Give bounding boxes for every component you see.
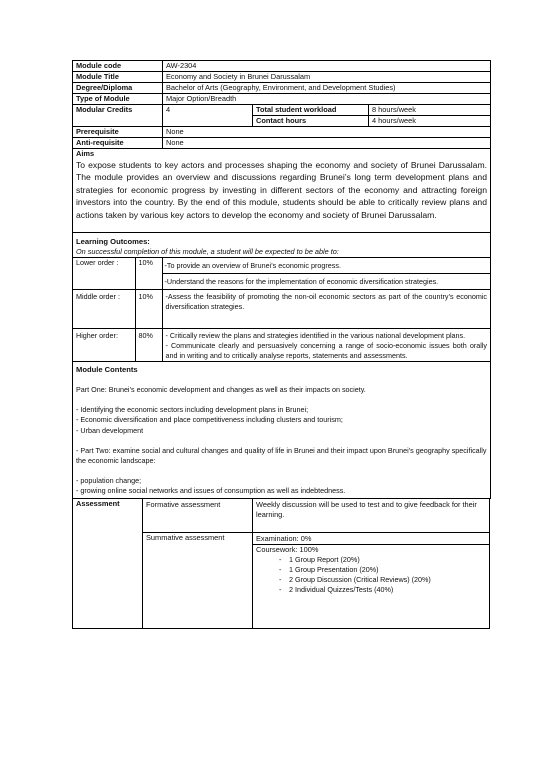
row-learning-outcomes <box>73 233 491 362</box>
module-code-label: Module code <box>73 61 163 72</box>
row-module-code <box>73 61 491 72</box>
lo-row-lower <box>73 258 490 290</box>
part-one-item-1: - Identifying the economic sectors including development plans in Brunei; <box>76 405 309 415</box>
aims-text: To expose students to key actors and processes shaping the economy and society of Brunei Darussalam. The module provides an overview and discussions regarding Brunei’s long term development plans and strategies for economic progress by investing in different sectors of the economy and attracting foreign investors into the country. By the end of this module, students should be able to critically review plans and actions taken by various key actors to develop the economy and society of Brunei Darussalam. <box>76 160 487 220</box>
lo-higher-pct: 80% <box>135 329 162 362</box>
lo-higher-item-2: - Communicate clearly and persuasively concerning a range of socio-economic issues both orally and in writing and to critically analyse reports, statements and assessments. <box>165 341 487 361</box>
lo-lower-item-2: -Understand the reasons for the implementation of economic diversification strategies. <box>164 277 439 287</box>
lo-higher-items <box>162 329 490 362</box>
row-module-title <box>73 72 491 83</box>
degree-value: Bachelor of Arts (Geography, Environment, and Development Studies) <box>163 83 491 94</box>
lo-row-middle <box>73 290 490 329</box>
exam-weight: Examination: 0% <box>253 533 489 545</box>
part-two-item-1: - population change; <box>76 476 142 486</box>
module-contents-section <box>73 362 491 499</box>
part-two-item-2: - growing online social networks and issues of consumption as well as indebtedness. <box>76 486 346 496</box>
lo-row-higher <box>73 329 490 362</box>
coursework-list <box>253 555 489 596</box>
row-prerequisite <box>73 127 491 138</box>
workload-value: 8 hours/week <box>369 105 491 116</box>
aims-section <box>73 149 491 233</box>
module-title-label: Module Title <box>73 72 163 83</box>
summative-label: Summative assessment <box>143 532 253 628</box>
learning-outcomes-table <box>73 257 490 361</box>
learning-outcomes-heading: Learning Outcomes: <box>76 237 150 247</box>
module-code-value: AW-2304 <box>163 61 491 72</box>
lo-lower-pct: 10% <box>135 258 162 290</box>
lo-higher-item-1: - Critically review the plans and strategies identified in the various national development plans. <box>165 331 466 341</box>
coursework-item: - 1 Group Presentation (20%) <box>289 565 489 575</box>
module-document <box>72 60 490 629</box>
credits-label: Modular Credits <box>73 105 163 127</box>
assessment-label: Assessment <box>73 499 143 629</box>
learning-outcomes-section <box>73 233 491 362</box>
contact-hours-label: Contact hours <box>253 116 369 127</box>
lo-middle-order: Middle order : <box>73 290 135 329</box>
lo-middle-item-1: -Assess the feasibility of promoting the non-oil economic sectors as part of the country’s economic diversification strategies. <box>162 290 490 329</box>
row-module-contents <box>73 362 491 499</box>
part-two-text: - Part Two: examine social and cultural changes and quality of life in Brunei and their impact upon Brunei’s geography specifically the economic landscape: <box>76 445 487 466</box>
row-credits <box>73 105 491 116</box>
credits-value: 4 <box>163 105 253 127</box>
module-contents-heading: Module Contents <box>76 365 138 375</box>
summative-details <box>253 532 490 628</box>
learning-outcomes-intro: On successful completion of this module, a student will be expected to be able to: <box>76 247 339 257</box>
row-degree <box>73 83 491 94</box>
coursework-item: - 2 Individual Quizzes/Tests (40%) <box>289 585 489 595</box>
antirequisite-value: None <box>163 138 491 149</box>
row-module-type <box>73 94 491 105</box>
coursework-item: - 1 Group Report (20%) <box>289 555 489 565</box>
aims-heading: Aims <box>76 149 95 158</box>
degree-label: Degree/Diploma <box>73 83 163 94</box>
lo-lower-item-1: -To provide an overview of Brunei’s economic progress. <box>163 258 491 274</box>
lo-higher-order: Higher order: <box>73 329 135 362</box>
formative-text: Weekly discussion will be used to test and to give feedback for their learning. <box>253 499 490 533</box>
part-one-text: Part One: Brunei’s economic development and changes as well as their impacts on society. <box>76 385 366 395</box>
coursework-weight: Coursework: 100% <box>256 544 319 554</box>
coursework-item: - 2 Group Discussion (Critical Reviews) (20%) <box>289 575 489 585</box>
antirequisite-label: Anti-requisite <box>73 138 163 149</box>
lo-lower-items <box>162 258 490 290</box>
module-title-value: Economy and Society in Brunei Darussalam <box>163 72 491 83</box>
workload-label: Total student workload <box>253 105 369 116</box>
row-aims <box>73 149 491 233</box>
contact-hours-value: 4 hours/week <box>369 116 491 127</box>
module-type-value: Major Option/Breadth <box>163 94 491 105</box>
prerequisite-value: None <box>163 127 491 138</box>
module-details-table <box>72 60 491 499</box>
part-one-item-2: - Economic diversification and place competitiveness including clusters and tourism; <box>76 415 343 425</box>
part-one-item-3: - Urban development <box>76 425 144 435</box>
lo-lower-order: Lower order : <box>73 258 135 290</box>
prerequisite-label: Prerequisite <box>73 127 163 138</box>
formative-label: Formative assessment <box>143 499 253 533</box>
assessment-table <box>72 499 490 629</box>
module-type-label: Type of Module <box>73 94 163 105</box>
row-antirequisite <box>73 138 491 149</box>
lo-middle-pct: 10% <box>135 290 162 329</box>
assessment-row-formative <box>73 499 490 533</box>
